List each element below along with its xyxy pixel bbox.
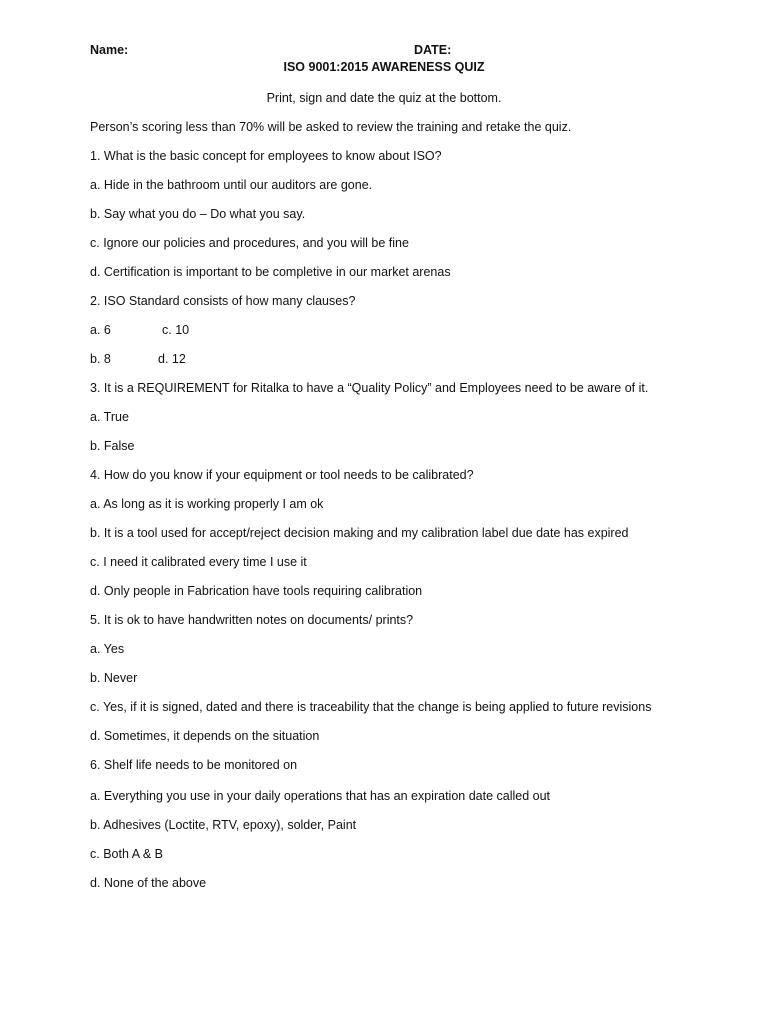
question-4-option-d: d. Only people in Fabrication have tools requiring calibration [90, 584, 423, 598]
name-label: Name: [90, 43, 129, 57]
question-6: 6. Shelf life needs to be monitored on [90, 758, 298, 772]
question-3: 3. It is a REQUIREMENT for Ritalka to have a “Quality Policy” and Employees need to be aware of it. [90, 381, 649, 395]
question-1-option-d: d. Certification is important to be completive in our market arenas [90, 265, 451, 279]
question-3-option-b: b. False [90, 439, 135, 453]
question-2-option-b: b. 8 [90, 352, 111, 366]
instruction-print-sign: Print, sign and date the quiz at the bottom. [266, 91, 502, 105]
question-1-option-a: a. Hide in the bathroom until our auditors are gone. [90, 178, 373, 192]
question-1-option-c: c. Ignore our policies and procedures, and you will be fine [90, 236, 409, 250]
question-1-option-b: b. Say what you do – Do what you say. [90, 207, 306, 221]
question-5: 5. It is ok to have handwritten notes on documents/ prints? [90, 613, 414, 627]
question-4: 4. How do you know if your equipment or tool needs to be calibrated? [90, 468, 474, 482]
quiz-title: ISO 9001:2015 AWARENESS QUIZ [283, 60, 485, 74]
question-2-option-c: c. 10 [162, 323, 190, 337]
question-1: 1. What is the basic concept for employees to know about ISO? [90, 149, 442, 163]
question-2-option-d: d. 12 [158, 352, 186, 366]
question-4-option-c: c. I need it calibrated every time I use it [90, 555, 307, 569]
question-4-option-a: a. As long as it is working properly I am ok [90, 497, 324, 511]
question-5-option-c: c. Yes, if it is signed, dated and there is traceability that the change is being applied to future revisions [90, 700, 652, 714]
question-5-option-d: d. Sometimes, it depends on the situation [90, 729, 320, 743]
question-5-option-a: a. Yes [90, 642, 125, 656]
question-6-option-b: b. Adhesives (Loctite, RTV, epoxy), solder, Paint [90, 818, 357, 832]
question-6-option-c: c. Both A & B [90, 847, 163, 861]
question-5-option-b: b. Never [90, 671, 138, 685]
question-6-option-d: d. None of the above [90, 876, 207, 890]
question-2: 2. ISO Standard consists of how many clauses? [90, 294, 356, 308]
question-3-option-a: a. True [90, 410, 129, 424]
instruction-scoring: Person’s scoring less than 70% will be asked to review the training and retake the quiz. [90, 120, 572, 134]
question-6-option-a: a. Everything you use in your daily operations that has an expiration date called out [90, 789, 551, 803]
question-2-option-a: a. 6 [90, 323, 111, 337]
date-label: DATE: [414, 43, 452, 57]
question-4-option-b: b. It is a tool used for accept/reject decision making and my calibration label due date has expired [90, 526, 629, 540]
